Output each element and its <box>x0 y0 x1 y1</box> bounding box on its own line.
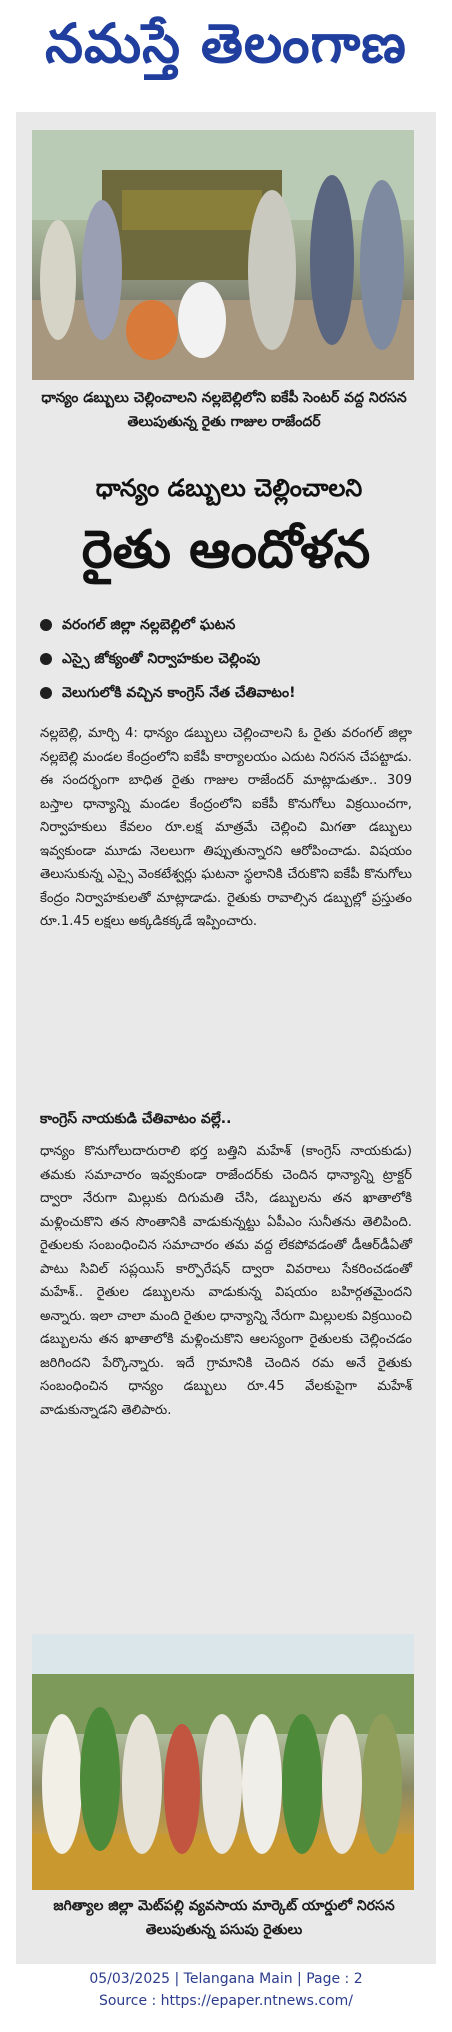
highlight-item <box>40 642 416 676</box>
highlight-text: వరంగల్ జిల్లా నల్లబెల్లిలో ఘటన <box>62 617 236 633</box>
page-footer <box>0 1968 452 2012</box>
protest-photo-bottom <box>32 1634 414 1890</box>
headline-kicker: ధాన్యం డబ్బులు చెల్లించాలని <box>95 474 363 502</box>
highlight-item <box>40 608 416 642</box>
article-paragraph: ధాన్యం కొనుగోలుదారురాలి భర్త బత్తిని మహేశ్ (కాంగ్రెస్ నాయకుడు) తమకు సమాచారం ఇవ్వకుండా రాజేందర్‌కు చెందిన ధాన్యాన్ని ట్రాక్టర్ ద్వారా నేరుగా మిల్లుకు దిగుమతి చేసి, డబ్బులను తన ఖాతాలోకి మళ్లించుకొని తన సొంతానికి వాడుకున్నట్టు ఏపీఎం సునీతను తెలిపింది. రైతులకు సంబంధించిన సమాచారం తమ వద్ద లేకపోవడంతో డీఆర్‌డీఏతో పాటు సివిల్ సప్లయిస్ కార్పొరేషన్ ద్వారా వివరాలు సేకరించడంతో మహేశ్.. రైతుల డబ్బులను వాడుకున్న విషయం బహిర్గతమైందని అన్నారు. ఇలా చాలా మంది రైతుల ధాన్యాన్ని నేరుగా మిల్లులకు విక్రయించి డబ్బులను తన ఖాతాలోకి మళ్లించుకొని ఆలస్యంగా రైతులకు చెల్లించడం జరిగిందని పేర్కొన్నారు. ఇదే గ్రామానికి చెందిన రమ అనే రైతుకు సంబంధించిన ధాన్యం డబ్బులు రూ.45 వేలకుపైగా మహేశ్ వాడుకున్నాడని తెలిపారు. <box>40 1144 412 1418</box>
bullet-dot-icon <box>40 687 52 699</box>
photo-caption: ధాన్యం డబ్బులు చెల్లించాలని నల్లబెల్లిలోని ఐకేపీ సెంటర్ వద్ద నిరసన తెలుపుతున్న రైతు గాజుల రాజేందర్ <box>41 390 407 430</box>
protest-photo-top <box>32 130 414 380</box>
highlight-text: ఎస్సై జోక్యంతో నిర్వాహకుల చెల్లింపు <box>62 651 261 667</box>
headline: రైతు ఆందోళన <box>81 519 371 580</box>
bullet-dot-icon <box>40 653 52 665</box>
article-paragraph: నల్లబెల్లి, మార్చి 4: ధాన్యం డబ్బులు చెల్లించాలని ఓ రైతు వరంగల్ జిల్లా నల్లబెల్లి మండల కేంద్రంలోని ఐకేపీ కార్యాలయం ఎదుట నిరసన చేపట్టాడు. ఈ సందర్భంగా బాధిత రైతు గాజుల రాజేందర్ మాట్లాడుతూ.. 309 బస్తాల ధాన్యాన్ని మండల కేంద్రంలోని ఐకేపీ కొనుగోలు విక్రయించగా, నిర్వాహకులు కేవలం రూ.లక్ష మాత్రమే చెల్లించి మిగతా డబ్బులు ఇవ్వకుండా మూడు నెలలుగా తిప్పుతున్నారని ఆరోపించాడు. విషయం తెలుసుకున్న ఎస్సై వెంకటేశ్వర్లు ఘటనా స్థలానికి చేరుకొని ఐకేపీ కొనుగోలు కేంద్రం నిర్వాహకులతో మాట్లాడాడు. రైతుకు రావాల్సిన డబ్బుల్లో ప్రస్తుతం రూ.1.45 లక్షలు అక్కడికక్కడే ఇప్పించారు. <box>40 726 412 929</box>
photo-caption: జగిత్యాల జిల్లా మెట్‌పల్లి వ్యవసాయ మార్కెట్ యార్డులో నిరసన తెలుపుతున్న పసుపు రైతులు <box>53 1898 395 1938</box>
highlight-item <box>40 676 416 710</box>
article-subhead: కాంగ్రెస్ నాయకుడి చేతివాటం వల్లే.. <box>40 1111 232 1127</box>
highlight-text: వెలుగులోకి వచ్చిన కాంగ్రెస్ నేత చేతివాటం! <box>62 685 296 701</box>
bullet-dot-icon <box>40 619 52 631</box>
edition-info: 05/03/2025 | Telangana Main | Page : 2 <box>89 1971 363 1987</box>
masthead <box>0 0 452 96</box>
newspaper-logo: నమస్తే తెలంగాణ <box>45 11 407 75</box>
highlights-list <box>40 608 416 710</box>
source-link[interactable]: Source : https://epaper.ntnews.com/ <box>98 1993 354 2009</box>
